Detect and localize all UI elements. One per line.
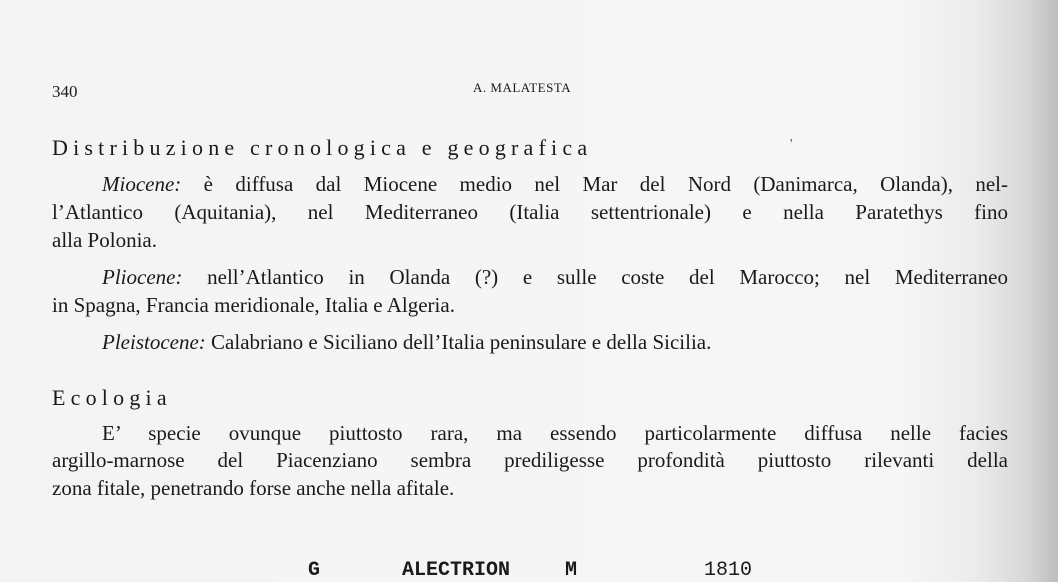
ecology-line-2: argillo-marnose del Piacenziano sembra prediligesse profondità piuttosto rilevanti della xyxy=(52,448,1008,472)
next-heading-year: 1810 xyxy=(704,559,753,582)
miocene-label: Miocene: xyxy=(102,172,182,196)
running-head: A. MALATESTA xyxy=(473,80,572,95)
pliocene-label: Pliocene: xyxy=(102,265,183,289)
pliocene-line-2: in Spagna, Francia meridionale, Italia e Algeria. xyxy=(52,293,455,317)
miocene-line-1 xyxy=(52,172,1008,197)
pleistocene-line-1 xyxy=(52,330,1058,355)
miocene-line-3: alla Polonia. xyxy=(52,228,157,252)
pliocene-text: nell’Atlantico in Olanda (?) e sulle coste del Marocco; nel Mediterraneo xyxy=(207,265,1009,289)
ecology-line-3: zona fitale, penetrando forse anche nella afitale. xyxy=(52,476,455,500)
next-heading-cropped xyxy=(0,555,1040,582)
ecology-line-1: E’ specie ovunque piuttosto rara, ma essendo particolarmente diffusa nelle facies xyxy=(102,421,1008,445)
next-heading-genus: G xyxy=(308,559,321,582)
pleistocene-text: Calabriano e Siciliano dell’Italia peninsulare e della Sicilia. xyxy=(211,330,712,354)
pliocene-line-1 xyxy=(52,265,1008,290)
section-heading-ecology: Ecologia xyxy=(52,385,172,410)
print-speck: ' xyxy=(790,137,793,152)
next-heading-name: ALECTRION xyxy=(402,559,511,582)
next-heading-author: M xyxy=(565,559,578,582)
miocene-text: è diffusa dal Miocene medio nel Mar del Nord (Danimarca, Olanda), nel- xyxy=(203,172,1008,196)
page-number: 340 xyxy=(52,82,78,101)
miocene-line-2: l’Atlantico (Aquitania), nel Mediterraneo (Italia settentrionale) e nella Paratethys fino xyxy=(52,200,1008,224)
section-heading-distribution: Distribuzione cronologica e geografica xyxy=(52,135,593,160)
pleistocene-label: Pleistocene: xyxy=(102,330,206,354)
